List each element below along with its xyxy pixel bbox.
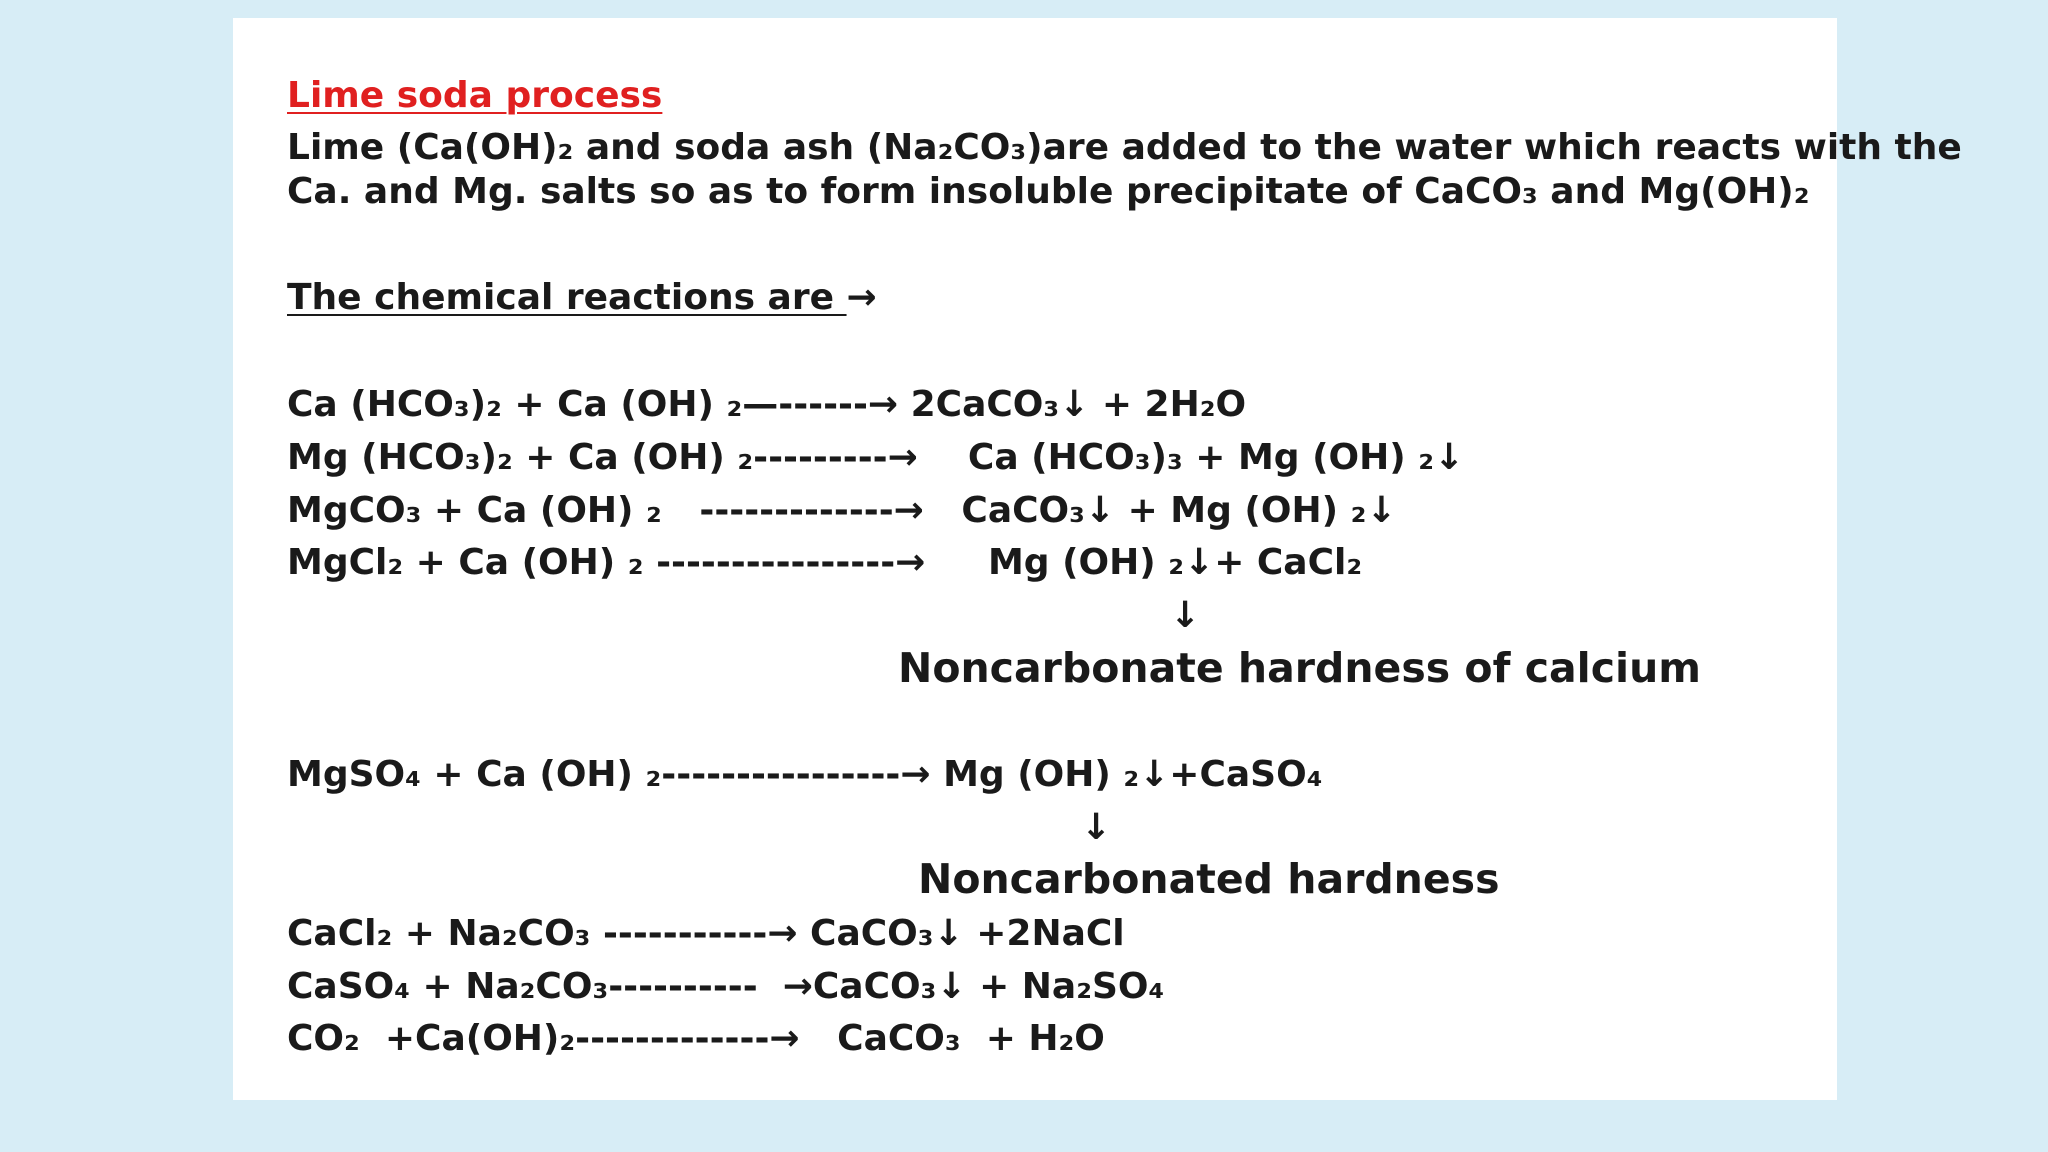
reaction-mgso4: MgSO₄ + Ca (OH) ₂----------------→ Mg (OH) ₂↓+CaSO₄	[287, 754, 1323, 795]
reactions-heading	[287, 277, 877, 318]
reaction-5: CaCl₂ + Na₂CO₃ -----------→ CaCO₃↓ +2NaCl	[287, 913, 1125, 954]
reaction-2: Mg (HCO₃)₂ + Ca (OH) ₂---------→ Ca (HCO₃)₃ + Mg (OH) ₂↓	[287, 437, 1465, 478]
down-arrow-icon: ↓	[1081, 807, 1112, 848]
reaction-4: MgCl₂ + Ca (OH) ₂ ----------------→ Mg (OH) ₂↓+ CaCl₂	[287, 542, 1363, 583]
right-arrow-icon: →	[846, 277, 877, 318]
noncarbonated-hardness-label: Noncarbonated hardness	[918, 855, 1500, 903]
reaction-7: CO₂ +Ca(OH)₂-------------→ CaCO₃ + H₂O	[287, 1018, 1105, 1059]
reaction-6: CaSO₄ + Na₂CO₃---------- →CaCO₃↓ + Na₂SO₄	[287, 966, 1165, 1007]
slide-title: Lime soda process	[287, 75, 663, 116]
intro-line-1: Lime (Ca(OH)₂ and soda ash (Na₂CO₃)are added to the water which reacts with the	[287, 127, 1962, 168]
noncarbonate-calcium-label: Noncarbonate hardness of calcium	[898, 644, 1701, 692]
intro-line-2: Ca. and Mg. salts so as to form insoluble precipitate of CaCO₃ and Mg(OH)₂	[287, 171, 1810, 212]
reaction-3: MgCO₃ + Ca (OH) ₂ -------------→ CaCO₃↓ + Mg (OH) ₂↓	[287, 490, 1397, 531]
reactions-heading-text: The chemical reactions are	[287, 277, 847, 318]
down-arrow-icon: ↓	[1170, 595, 1201, 636]
reaction-1: Ca (HCO₃)₂ + Ca (OH) ₂—------→ 2CaCO₃↓ + 2H₂O	[287, 384, 1247, 425]
